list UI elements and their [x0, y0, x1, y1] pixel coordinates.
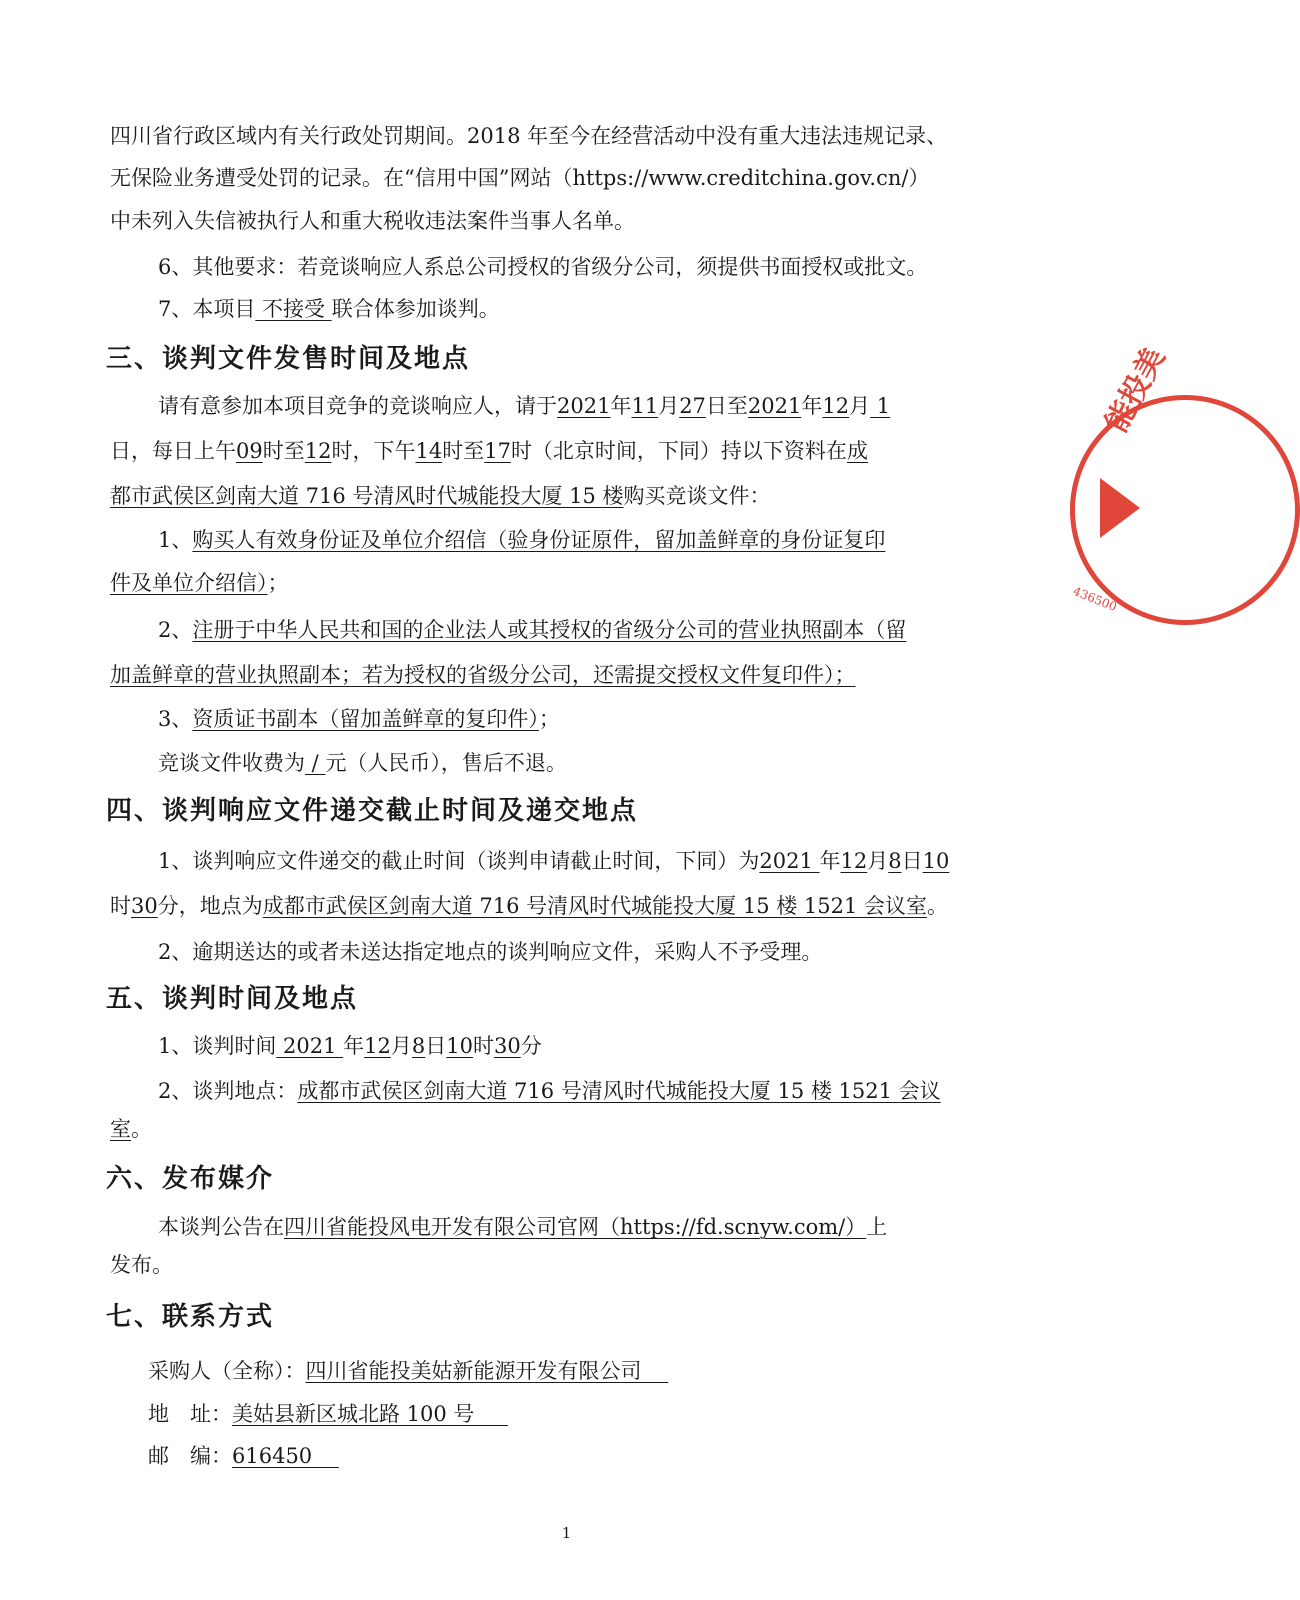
page-number: 1 — [561, 1524, 572, 1542]
deadline-line: 1、谈判响应文件递交的截止时间（谈判申请截止时间，下同）为2021 年12月8日10 — [158, 849, 950, 873]
requirement-2-cont: 加盖鲜章的营业执照副本；若为授权的省级分公司，还需提交授权文件复印件）； — [110, 663, 856, 687]
section-4-heading: 四、谈判响应文件递交截止时间及递交地点 — [106, 796, 639, 826]
seal-text: 能投美 — [1099, 342, 1173, 439]
fee-line: 竞谈文件收费为 / 元（人民币），售后不退。 — [158, 751, 567, 775]
late-submission-line: 2、逾期送达的或者未送达指定地点的谈判响应文件，采购人不予受理。 — [158, 940, 823, 964]
sale-location-line: 都市武侯区剑南大道 716 号清风时代城能投大厦 15 楼购买竞谈文件： — [110, 484, 771, 508]
requirement-1: 1、购买人有效身份证及单位介绍信（验身份证原件，留加盖鲜章的身份证复印 — [158, 528, 886, 552]
seal-number: 436500 — [1071, 583, 1119, 615]
section-6-heading: 六、发布媒介 — [106, 1164, 275, 1194]
sale-hours-line: 日，每日上午09时至12时，下午14时至17时（北京时间，下同）持以下资料在成 — [110, 439, 868, 463]
section-7-heading: 七、联系方式 — [106, 1302, 275, 1332]
consortium-item: 7、本项目 不接受 联合体参加谈判。 — [158, 297, 500, 321]
paragraph-line: 中未列入失信被执行人和重大税收违法案件当事人名单。 — [110, 209, 635, 233]
other-requirements: 6、其他要求：若竞谈响应人系总公司授权的省级分公司，须提供书面授权或批文。 — [158, 255, 928, 279]
deadline-location-line: 时30分，地点为成都市武侯区剑南大道 716 号清风时代城能投大厦 15 楼 1521 会议室。 — [110, 894, 949, 918]
negotiation-time-line: 1、谈判时间 2021 年12月8日10时30分 — [158, 1034, 542, 1058]
publish-line: 本谈判公告在四川省能投风电开发有限公司官网（https://fd.scnyw.com/）上 — [158, 1215, 888, 1239]
address-line: 地 址：美姑县新区城北路 100 号 — [148, 1402, 508, 1426]
seal-star-icon — [1100, 478, 1140, 538]
requirement-3: 3、资质证书副本（留加盖鲜章的复印件）； — [158, 707, 560, 731]
publish-line-cont: 发布。 — [110, 1253, 173, 1277]
paragraph-line: 无保险业务遭受处罚的记录。在“信用中国”网站（https://www.creditchina.gov.cn/） — [110, 166, 930, 190]
section-5-heading: 五、谈判时间及地点 — [106, 984, 359, 1014]
section-3-heading: 三、谈判文件发售时间及地点 — [106, 344, 471, 374]
buyer-line: 采购人（全称）：四川省能投美姑新能源开发有限公司 — [148, 1359, 669, 1383]
requirement-1-cont: 件及单位介绍信）； — [110, 571, 289, 595]
sale-time-line: 请有意参加本项目竞争的竞谈响应人，请于2021年11月27日至2021年12月 1 — [158, 394, 891, 418]
postcode-line: 邮 编：616450 — [148, 1444, 339, 1468]
negotiation-location-cont: 室。 — [110, 1117, 152, 1141]
paragraph-line: 四川省行政区域内有关行政处罚期间。2018 年至今在经营活动中没有重大违法违规记录、 — [110, 124, 948, 148]
negotiation-location-line: 2、谈判地点：成都市武侯区剑南大道 716 号清风时代城能投大厦 15 楼 1521 会议 — [158, 1079, 941, 1103]
requirement-2: 2、注册于中华人民共和国的企业法人或其授权的省级分公司的营业执照副本（留 — [158, 618, 907, 642]
